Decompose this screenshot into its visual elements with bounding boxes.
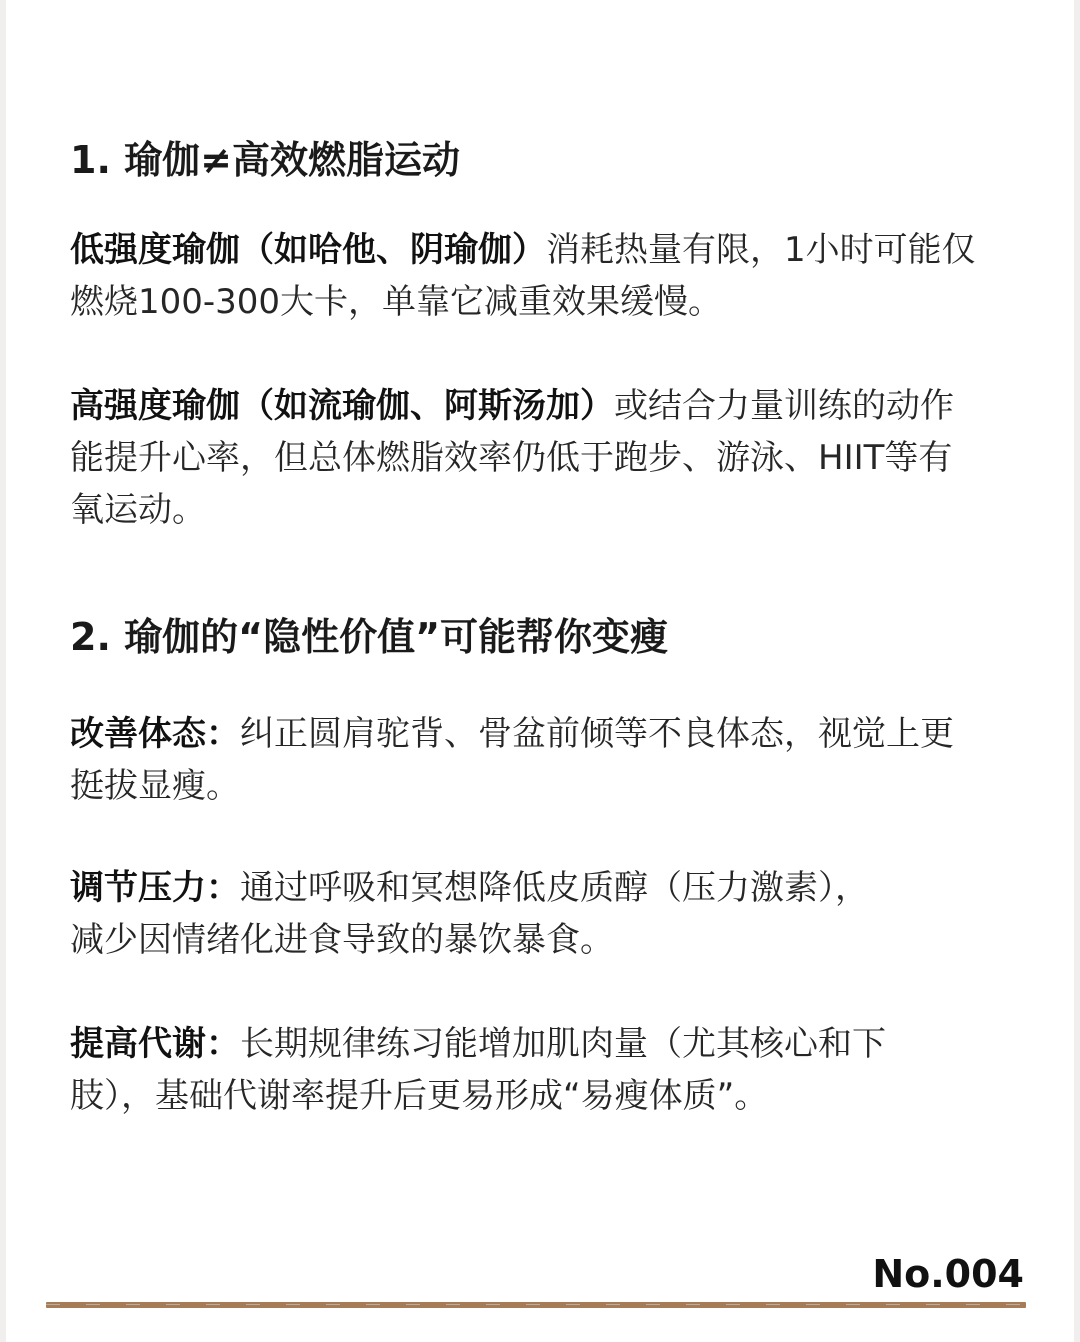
paragraph-lead: 低强度瑜伽（如哈他、阴瑜伽） xyxy=(70,230,546,270)
left-edge xyxy=(0,0,6,1342)
page-number: No.004 xyxy=(872,1252,1024,1296)
section-1-paragraph-2 xyxy=(70,380,970,536)
footer-divider xyxy=(46,1302,1026,1308)
right-edge xyxy=(1074,0,1080,1342)
paragraph-text: 长期规律练习能增加肌肉量（尤其核心和下肢），基础代谢率提升后更易形成“易瘦体质”。 xyxy=(70,1024,886,1116)
paragraph-text: 消耗热量有限，1小时可能仅燃烧100-300大卡，单靠它减重效果缓慢。 xyxy=(70,230,976,322)
section-2-paragraph-2 xyxy=(70,862,900,966)
paragraph-text: 通过呼吸和冥想降低皮质醇（压力激素），减少因情绪化进食导致的暴饮暴食。 xyxy=(70,868,869,960)
section-1-heading: 1. 瑜伽≠高效燃脂运动 xyxy=(70,138,460,182)
section-2-paragraph-3 xyxy=(70,1018,970,1122)
paragraph-text: 纠正圆肩驼背、骨盆前倾等不良体态，视觉上更挺拔显瘦。 xyxy=(70,714,954,806)
section-1-paragraph-1 xyxy=(70,224,980,328)
paragraph-lead: 改善体态： xyxy=(70,714,240,754)
section-2-paragraph-1 xyxy=(70,708,970,812)
paragraph-text: 或结合力量训练的动作能提升心率，但总体燃脂效率仍低于跑步、游泳、HIIT等有氧运动。 xyxy=(70,386,954,530)
paragraph-lead: 调节压力： xyxy=(70,868,240,908)
section-2-heading: 2. 瑜伽的“隐性价值”可能帮你变瘦 xyxy=(70,615,669,659)
paragraph-lead: 提高代谢： xyxy=(70,1024,240,1064)
paragraph-lead: 高强度瑜伽（如流瑜伽、阿斯汤加） xyxy=(70,386,614,426)
